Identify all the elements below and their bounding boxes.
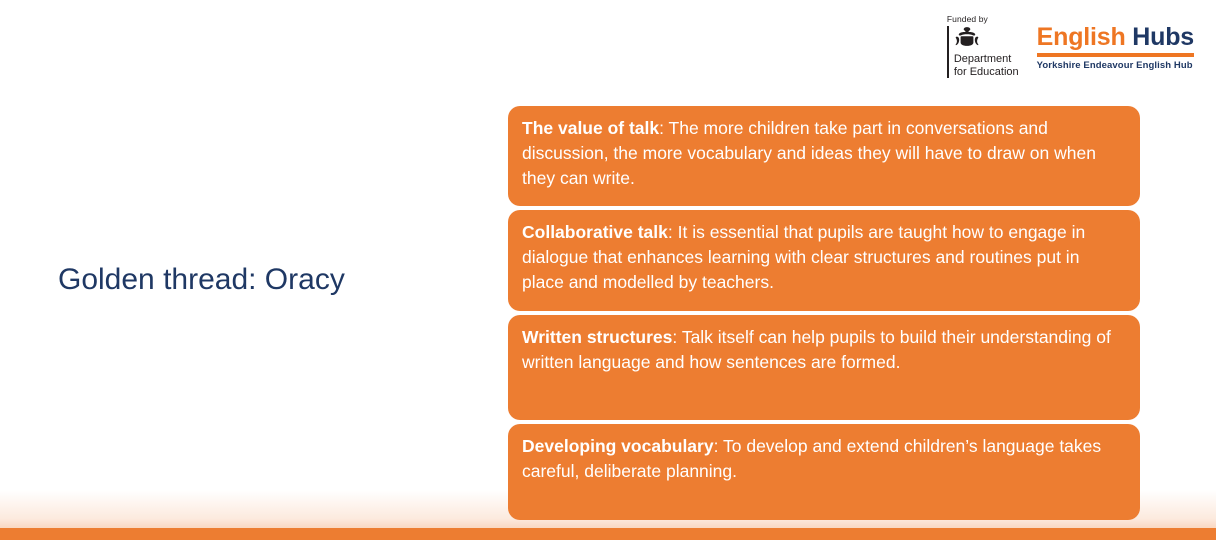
- callout-value-of-talk: [508, 106, 1140, 206]
- bottom-accent-bar: [0, 528, 1216, 540]
- dfe-vertical-rule: [947, 26, 949, 78]
- english-hubs-subtitle: Yorkshire Endeavour English Hub: [1036, 60, 1193, 71]
- english-hubs-word-hubs: Hubs: [1132, 23, 1194, 51]
- callout-body: : Talk itself can help pupils to build their understanding of written language and how sentences are formed.: [522, 327, 1111, 372]
- dfe-line-2: for Education: [953, 65, 1019, 78]
- callout-list: [508, 106, 1140, 520]
- bottom-gradient-band: [0, 490, 1216, 528]
- english-hubs-word-english: English: [1036, 23, 1126, 51]
- funded-by-label: Funded by: [946, 14, 988, 24]
- dfe-wordmark: [954, 53, 1019, 78]
- logo-area: [947, 14, 1194, 78]
- callout-collaborative-talk: [508, 210, 1140, 311]
- dfe-line-1: Department: [953, 53, 1012, 65]
- department-for-education-logo: [947, 14, 1019, 78]
- dfe-logo-text-block: [954, 26, 1019, 78]
- royal-crest-icon: [954, 26, 980, 47]
- callout-body: : To develop and extend children’s language takes careful, deliberate planning.: [522, 436, 1102, 481]
- page-title: Golden thread: Oracy: [58, 263, 345, 296]
- callout-heading: Written structures: [522, 327, 673, 347]
- dfe-logo-body: [947, 26, 1019, 78]
- callout-body: : It is essential that pupils are taught how to engage in dialogue that enhances learning with clear structures and routines put in place and modelled by teachers.: [522, 222, 1086, 292]
- callout-body: : The more children take part in conversations and discussion, the more vocabulary and ideas they will have to draw on when they can write.: [522, 118, 1096, 188]
- english-hubs-wordmark: [1037, 24, 1194, 50]
- callout-heading: The value of talk: [522, 118, 660, 138]
- english-hubs-orange-rule: [1037, 53, 1194, 57]
- english-hubs-logo: [1037, 14, 1194, 71]
- callout-written-structures: [508, 315, 1140, 420]
- callout-heading: Developing vocabulary: [522, 436, 714, 456]
- callout-heading: Collaborative talk: [522, 222, 668, 242]
